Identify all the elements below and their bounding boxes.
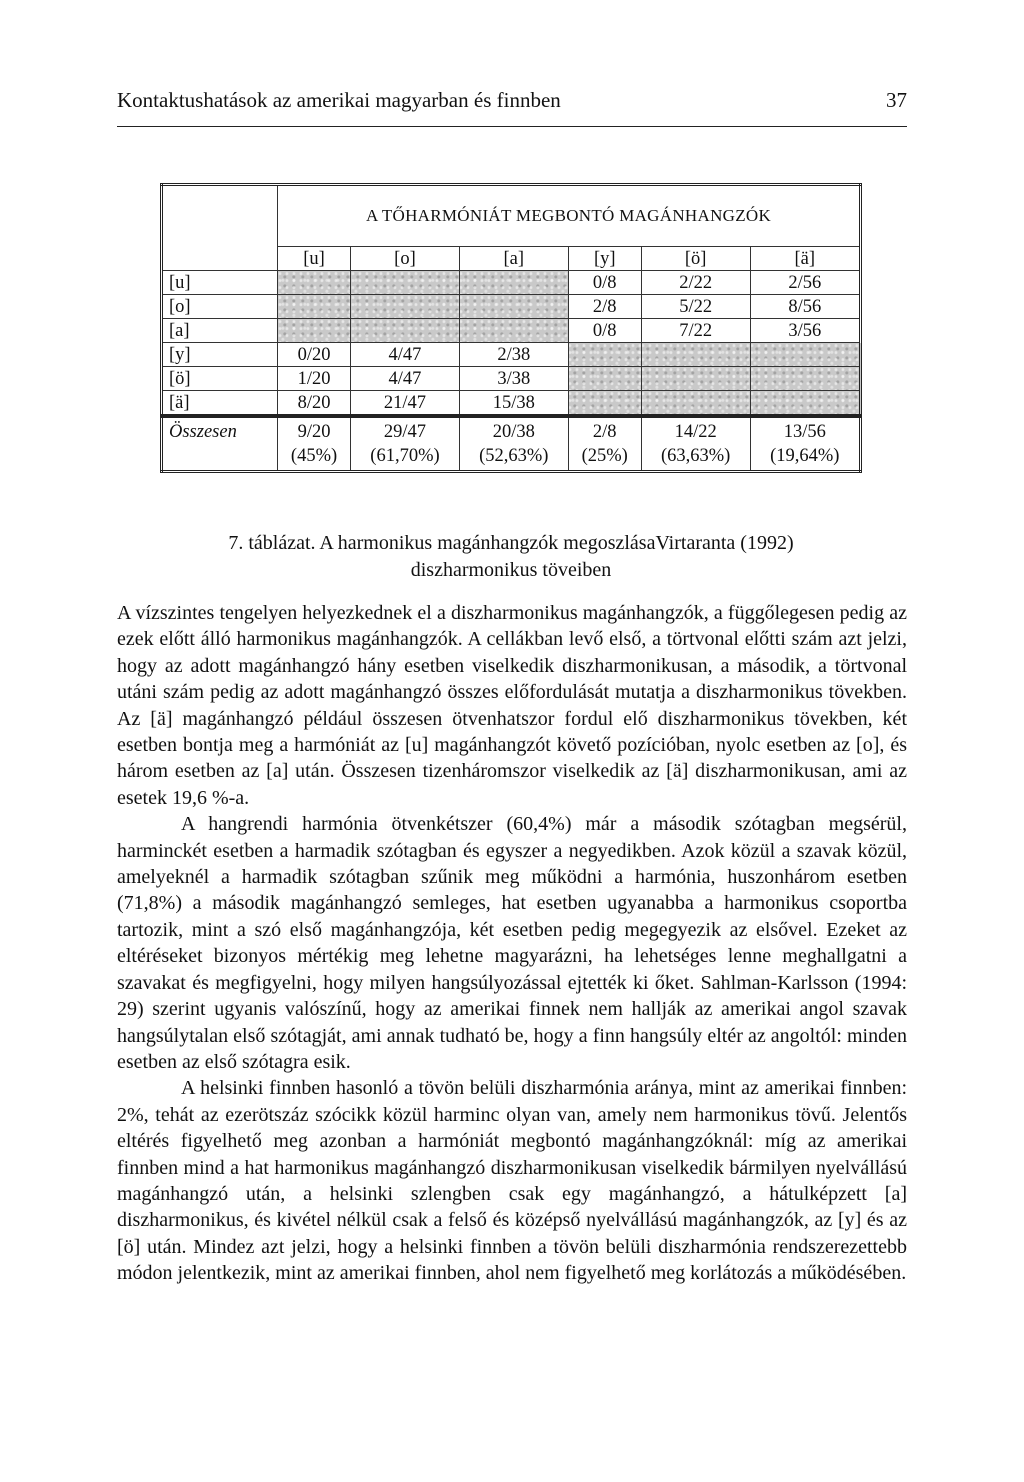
total-percent: (45%) xyxy=(290,446,338,466)
total-percent: (25%) xyxy=(581,446,628,466)
total-row xyxy=(162,416,861,472)
table-cell: 0/8 xyxy=(568,271,641,295)
table-cell: 2/8 xyxy=(568,295,641,319)
paragraph: A vízszintes tengelyen helyezkednek el a diszharmonikus magánhangzók, a függőlegesen pedig az ezek előtt álló harmonikus magánhangzók. A cellákban levő első, a törtvonal előtti szám azt jelzi, hogy az adott magánhangzó hány esetben viselkedik diszharmonikusan, a második, a törtvonal utáni szám pedig az adott magánhangzó összes előfordulását mutatja a diszharmonikus tövekben. Az [ä] magánhangzó például összesen ötvenhatszor fordul elő diszharmonikus tövekben, két esetben bontja meg a harmóniát az [u] magánhangzót követő pozícióban, nyolc esetben az [o], és három esetben az [a] után. Összesen tizenháromszor viselkedik az [ä] diszharmonikusan, ami az esetek 19,6 %-a. xyxy=(117,602,907,809)
total-value: 13/56 xyxy=(783,422,826,442)
shaded-cell xyxy=(568,367,641,391)
table-cell: 2/22 xyxy=(641,271,750,295)
row-label: [ä] xyxy=(162,391,278,417)
shaded-cell xyxy=(351,295,460,319)
total-percent: (63,63%) xyxy=(660,446,731,466)
total-cell xyxy=(750,416,860,472)
table-row xyxy=(162,319,861,343)
table-cell: 8/20 xyxy=(278,391,351,417)
row-label: [o] xyxy=(162,295,278,319)
shaded-cell xyxy=(750,391,860,417)
table-cell: 7/22 xyxy=(641,319,750,343)
shaded-cell xyxy=(568,391,641,417)
column-header: [u] xyxy=(278,247,351,271)
shaded-cell xyxy=(459,319,568,343)
table-cell: 0/8 xyxy=(568,319,641,343)
table-body xyxy=(162,271,861,417)
paragraph: A hangrendi harmónia ötvenkétszer (60,4%) már a második szótagban megsérül, harminckét esetben a harmadik szótagban és egyszer a negyedikben. Azok közül a szavak közül, amelyeknél a harmadik szótagban szűnik meg működni a harmónia, huszonhárom esetben (71,8%) a második magánhangzó semleges, hat esetben ugyanabba a harmonikus csoportba tartozik, mint a szó első magánhangzója, két esetben pedig megegyezik az elsővel. Ezeket az eltéréseket bizonyos mértékig meg lehetne magyarázni, ha lehetséges lenne meghallgatni a szavakat és megfigyelni, hogy milyen hangsúlyozással ejtették ki őket. Sahlman-Karlsson (1994: 29) szerint ugyanis valószínű, hogy az amerikai finnek nem hallják az amerikai angol szavak hangsúlytalan első szótagját, ami annak tudható be, hogy a finn hangsúly eltér az angoltól: minden esetben az első szótagra esik. xyxy=(117,813,907,1073)
shaded-cell xyxy=(641,391,750,417)
column-header: [a] xyxy=(459,247,568,271)
running-title: Kontaktushatások az amerikai magyarban és finnben xyxy=(117,88,561,112)
table-caption xyxy=(160,530,862,584)
total-cell xyxy=(278,416,351,472)
total-label: Összesen xyxy=(162,416,278,472)
column-header: [y] xyxy=(568,247,641,271)
table-cell: 5/22 xyxy=(641,295,750,319)
total-percent: (61,70%) xyxy=(370,446,440,466)
shaded-cell xyxy=(641,343,750,367)
total-cell xyxy=(351,416,460,472)
caption-line-2: diszharmonikus töveiben xyxy=(410,559,612,581)
table-cell: 1/20 xyxy=(278,367,351,391)
row-label: [a] xyxy=(162,319,278,343)
column-header: [o] xyxy=(351,247,460,271)
table-cell: 4/47 xyxy=(351,367,460,391)
vowel-table xyxy=(160,183,862,473)
total-value: 29/47 xyxy=(383,422,427,442)
table-corner-cell xyxy=(162,185,278,271)
header-rule xyxy=(117,126,907,127)
table-cell: 15/38 xyxy=(459,391,568,417)
shaded-cell xyxy=(459,295,568,319)
total-cell xyxy=(641,416,750,472)
row-label: [ö] xyxy=(162,367,278,391)
table-cell: 3/38 xyxy=(459,367,568,391)
row-label: [u] xyxy=(162,271,278,295)
total-cell xyxy=(568,416,641,472)
page-number: 37 xyxy=(886,88,907,112)
shaded-cell xyxy=(568,343,641,367)
running-header xyxy=(117,88,907,113)
shaded-cell xyxy=(278,271,351,295)
shaded-cell xyxy=(278,319,351,343)
table-cell: 0/20 xyxy=(278,343,351,367)
shaded-cell xyxy=(750,343,860,367)
column-header: [ö] xyxy=(641,247,750,271)
table-cell: 2/38 xyxy=(459,343,568,367)
table-row xyxy=(162,295,861,319)
total-value: 9/20 xyxy=(297,422,331,442)
total-value: 2/8 xyxy=(592,422,617,442)
shaded-cell xyxy=(459,271,568,295)
table-cell: 2/56 xyxy=(750,271,860,295)
column-header: [ä] xyxy=(750,247,860,271)
table-cell: 3/56 xyxy=(750,319,860,343)
body-text xyxy=(117,600,907,1287)
total-percent: (19,64%) xyxy=(770,446,840,466)
table-cell: 21/47 xyxy=(351,391,460,417)
total-value: 14/22 xyxy=(674,422,717,442)
table-row xyxy=(162,391,861,417)
table-cell: 8/56 xyxy=(750,295,860,319)
shaded-cell xyxy=(641,367,750,391)
paragraph: A helsinki finnben hasonló a tövön belüli diszharmónia aránya, mint az amerikai finnben: 2%, tehát az ezerötszáz szócikk közül harminc olyan van, amely nem harmonikus tövű. Jelentős eltérés figyelhető meg azonban a harmóniát megbontó magánhangzóknál: míg az amerikai finnben mind a hat harmonikus magánhangzó diszharmonikusan viselkedik bármilyen nyelvállású magánhangzó után, a helsinki szlengben csak egy magánhangzó, a hátulképzett [a] diszharmonikus, és kivétel nélkül csak a felső és középső nyelvállású magánhangzók, az [y] és az [ö] után. Mindez azt jelzi, hogy a helsinki finnben a tövön belüli diszharmónia rendszerezettebb módon jelentkezik, mint az amerikai finnben, ahol nem figyelhető meg korlátozás a működésében. xyxy=(117,1077,907,1285)
shaded-cell xyxy=(351,319,460,343)
table-row xyxy=(162,367,861,391)
total-value: 20/38 xyxy=(492,422,535,442)
shaded-cell xyxy=(278,295,351,319)
table-title: A TŐHARMÓNIÁT MEGBONTÓ MAGÁNHANGZÓK xyxy=(278,185,861,247)
shaded-cell xyxy=(750,367,860,391)
total-cell xyxy=(459,416,568,472)
shaded-cell xyxy=(351,271,460,295)
total-percent: (52,63%) xyxy=(479,446,549,466)
caption-line-1: 7. táblázat. A harmonikus magánhangzók megoszlásaVirtaranta (1992) xyxy=(228,532,794,554)
table-cell: 4/47 xyxy=(351,343,460,367)
row-label: [y] xyxy=(162,343,278,367)
table-row xyxy=(162,343,861,367)
table-row xyxy=(162,271,861,295)
